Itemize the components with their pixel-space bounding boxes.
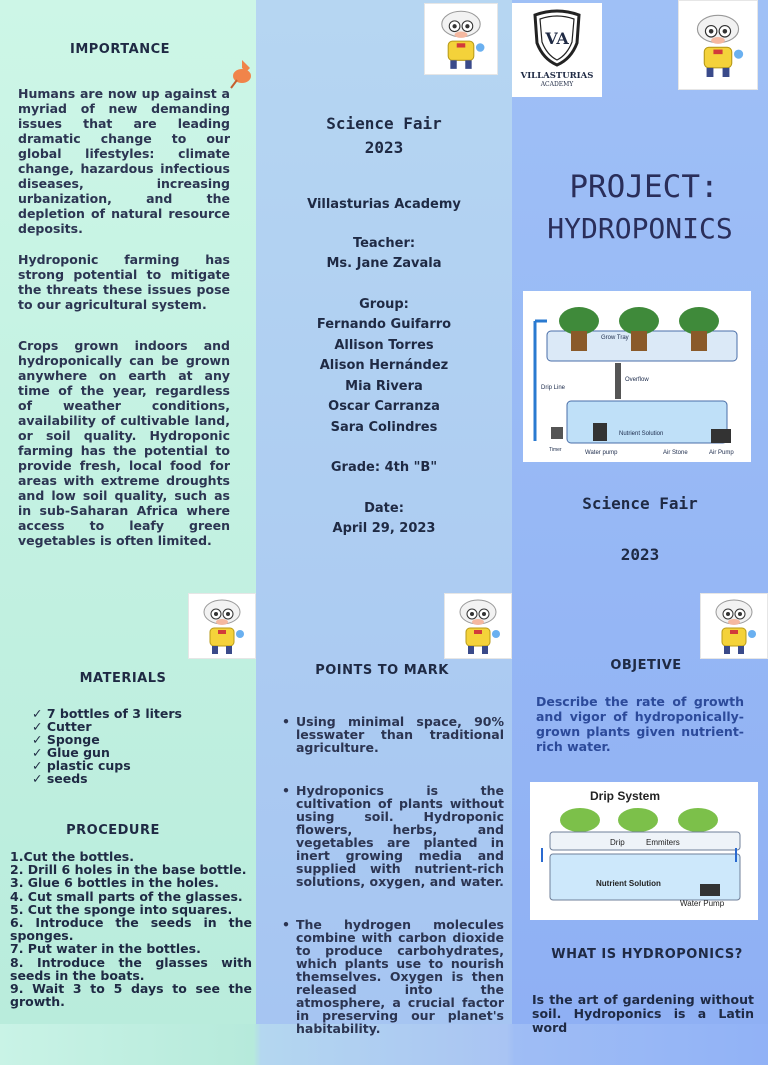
scientist-mascot-icon [188,593,256,659]
list-item: ✓ Sponge [32,732,100,747]
diagram-label: Timer [549,447,562,453]
group-label: Group: [359,296,409,312]
logo-monogram: VA [545,29,569,48]
scientist-mascot-icon [700,593,768,659]
list-item: • Using minimal space, 90% lesswater than traditional agriculture. [282,715,504,754]
fair-year: 2023 [364,138,404,157]
list-item: 3. Glue 6 bottles in the holes. [10,875,219,891]
diagram-label: Drip [610,838,625,847]
importance-paragraph-2: Hydroponic farming has strong potential to mitigate the threats these issues pose to our agricultural system. [18,252,230,312]
diagram-label: Water pump [585,450,618,456]
scientist-mascot-icon [678,0,758,90]
project-title [520,166,768,250]
list-item: 1.Cut the bottles. [10,849,134,864]
what-text: Is the art of gardening without soil. Hydroponics is a Latin word [532,992,754,1035]
drip-system-title: Drip System [590,789,661,803]
logo-sub: ACADEMY [540,81,574,88]
materials-heading: MATERIALS [79,671,167,686]
teacher-label: Teacher: [352,235,416,251]
drip-system-diagram [530,782,758,920]
school-name: Villasturias Academy [307,197,461,212]
member-name: Sara Colindres [330,419,438,435]
project-line-2: HYDROPONICS [547,212,733,245]
list-item: 8. Introduce the glasses with seeds in the boats. [10,954,252,983]
scientist-mascot-icon [424,3,498,75]
points-heading: POINTS TO MARK [315,663,449,678]
list-item: ✓ 7 bottles of 3 liters [32,706,182,721]
school-logo [512,3,602,97]
list-item: 5. Cut the sponge into squares. [10,901,233,917]
diagram-label: Grow Tray [601,335,629,341]
list-item: 2. Drill 6 holes in the base bottle. [10,862,247,878]
member-name: Allison Torres [334,337,434,353]
hydroponic-system-diagram [523,291,751,462]
importance-paragraph-3: Crops grown indoors and hydroponically can be grown anywhere on earth at any time of the year, regardless of weather conditions, availability of cultivable land, or soil quality. Hydroponic farming has the potential to provide fresh, local food for areas with extreme droughts and low soil quality, such as in sub-Saharan Africa where access to leafy green vegetables is often limited. [18,338,230,548]
list-item: 9. Wait 3 to 5 days to see the growth. [10,981,252,1010]
list-item: 4. Cut small parts of the glasses. [10,888,243,904]
member-name: Fernando Guifarro [316,317,452,332]
right-fair-year: 2023 [620,545,660,564]
grade: Grade: 4th "B" [330,460,438,475]
procedure-steps [10,850,252,1008]
member-name: Oscar Carranza [328,399,440,414]
objective-heading: OBJETIVE [610,658,682,673]
diagram-label: Nutrient Solution [596,879,661,888]
objective-text: Describe the rate of growth and vigor of hydroponically-grown plants given nutrient-rich water. [536,694,744,754]
list-item: • Hydroponics is the cultivation of plants without using soil. Hydroponic flowers, herbs, and vegetables are planted in inert growing media and supplied with nutrient-rich solutions, oxygen, and water. [282,784,504,888]
what-heading: WHAT IS HYDROPONICS? [551,947,743,962]
list-item: • The hydrogen molecules combine with carbon dioxide to produce carbohydrates, which plants use to nourish themselves. Oxygen is then released into the atmosphere, a crucial factor in preserving our planet's habitability. [282,918,504,1035]
list-item: ✓ Cutter [32,719,92,734]
importance-paragraph-1: Humans are now up against a myriad of new demanding issues that are leading dramatic change to our global lifestyles: climate change, hazardous infectious diseases, increasing urbanization, and the depletion of natural resource deposits. [18,86,230,236]
importance-heading: IMPORTANCE [70,42,170,57]
list-item: ✓ Glue gun [32,745,110,760]
procedure-heading: PROCEDURE [66,823,160,838]
project-line-1: PROJECT: [569,169,719,205]
teacher-name: Ms. Jane Zavala [326,256,442,271]
list-item: 6. Introduce the seeds in the sponges. [10,915,252,944]
fair-title: Science Fair [326,114,442,133]
diagram-label: Drip Line [541,385,566,391]
member-name: Mia Rivera [345,378,423,394]
diagram-label: Overflow [625,377,649,383]
points-list [282,715,504,1065]
diagram-label: Nutrient Solution [619,431,664,437]
diagram-label: Air Stone [663,450,688,456]
date: April 29, 2023 [332,521,436,536]
cover-info [266,195,502,540]
scientist-mascot-icon [444,593,512,659]
list-item: 7. Put water in the bottles. [10,941,201,957]
materials-list [32,707,232,785]
diagram-label: Emmiters [646,838,680,847]
logo-text: VILLASTURIAS [520,71,594,81]
date-label: Date: [364,500,404,516]
pushpin-icon [228,58,258,90]
right-fair-title: Science Fair [582,494,698,513]
list-item: ✓ seeds [32,771,88,786]
science-fair-block [284,112,484,160]
diagram-label: Air Pump [709,450,734,456]
list-item: ✓ plastic cups [32,758,131,773]
diagram-label: Water Pump [680,899,725,908]
member-name: Alison Hernández [319,358,449,373]
